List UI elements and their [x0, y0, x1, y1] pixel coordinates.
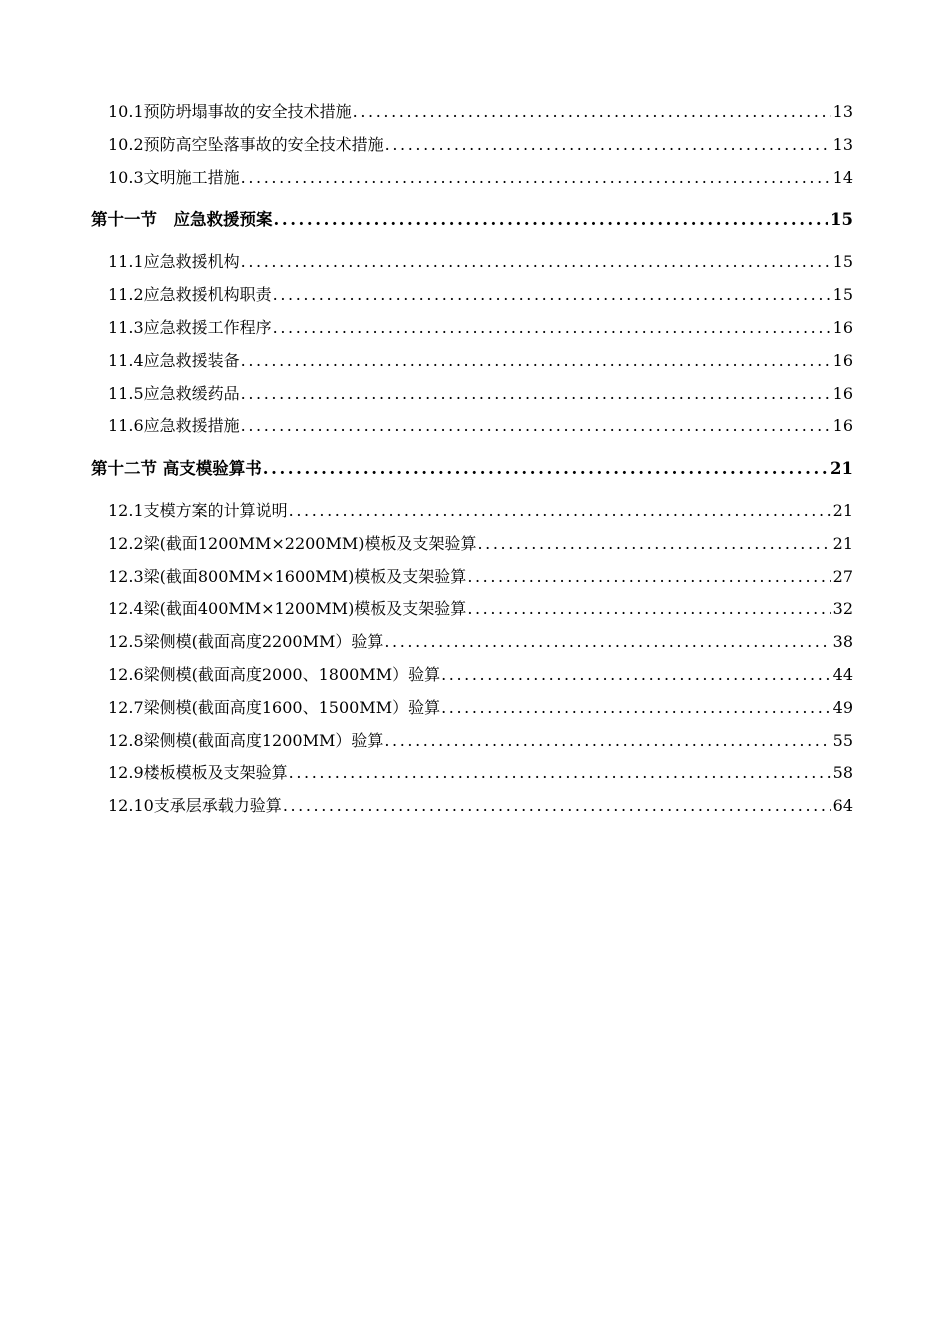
toc-entry-title: 12.5梁侧模(截面高度2200MM）验算	[108, 632, 384, 651]
toc-dot-leader	[263, 457, 828, 481]
toc-entry-page: 32	[832, 599, 853, 618]
toc-entry-page: 64	[832, 796, 853, 815]
toc-dot-leader	[441, 663, 831, 687]
toc-entry-12-7[interactable]	[108, 696, 853, 720]
toc-entry-11-1[interactable]	[108, 250, 853, 274]
toc-entry-title: 12.3梁(截面800MM×1600MM)模板及支架验算	[108, 567, 467, 586]
toc-entry-page: 55	[832, 731, 853, 750]
toc-entry-12-10[interactable]	[108, 794, 853, 818]
toc-entry-page: 21	[832, 534, 853, 553]
toc-entry-title: 10.2预防高空坠落事故的安全技术措施	[108, 135, 384, 154]
toc-entry-title: 11.5应急救缓药品	[108, 384, 240, 403]
toc-section-title: 第十一节 应急救援预案	[91, 210, 273, 229]
toc-entry-11-5[interactable]	[108, 382, 853, 406]
toc-dot-leader	[289, 761, 831, 785]
toc-dot-leader	[353, 100, 831, 124]
toc-entry-title: 12.4梁(截面400MM×1200MM)模板及支架验算	[108, 599, 467, 618]
toc-dot-leader	[273, 283, 831, 307]
toc-entry-title: 12.8梁侧模(截面高度1200MM）验算	[108, 731, 384, 750]
toc-entry-title: 12.1支模方案的计算说明	[108, 501, 288, 520]
toc-section-12[interactable]	[91, 457, 853, 481]
toc-entry-title: 12.7梁侧模(截面高度1600、1500MM）验算	[108, 698, 441, 717]
toc-entry-title: 11.6应急救援措施	[108, 416, 240, 435]
toc-entry-10-2[interactable]	[108, 133, 853, 157]
toc-dot-leader	[467, 565, 830, 589]
toc-dot-leader	[478, 532, 831, 556]
toc-entry-12-6[interactable]	[108, 663, 853, 687]
toc-dot-leader	[241, 414, 831, 438]
toc-entry-page: 58	[832, 763, 853, 782]
toc-dot-leader	[441, 696, 831, 720]
toc-entry-page: 16	[832, 416, 853, 435]
toc-entry-title: 12.2梁(截面1200MM×2200MM)模板及支架验算	[108, 534, 477, 553]
toc-entry-11-4[interactable]	[108, 349, 853, 373]
toc-entry-page: 16	[832, 318, 853, 337]
toc-entry-title: 12.6梁侧模(截面高度2000、1800MM）验算	[108, 665, 441, 684]
toc-dot-leader	[241, 382, 831, 406]
toc-entry-12-8[interactable]	[108, 729, 853, 753]
toc-entry-page: 27	[832, 567, 853, 586]
toc-dot-leader	[467, 597, 830, 621]
toc-dot-leader	[385, 133, 831, 157]
toc-dot-leader	[274, 208, 829, 232]
toc-entry-page: 15	[832, 252, 853, 271]
toc-dot-leader	[273, 316, 831, 340]
toc-entry-12-4[interactable]	[108, 597, 853, 621]
toc-entry-10-3[interactable]	[108, 166, 853, 190]
toc-entry-page: 21	[832, 501, 853, 520]
toc-dot-leader	[241, 166, 831, 190]
toc-entry-title: 12.10支承层承载力验算	[108, 796, 282, 815]
toc-entry-11-6[interactable]	[108, 414, 853, 438]
toc-entry-12-5[interactable]	[108, 630, 853, 654]
toc-entry-10-1[interactable]	[108, 100, 853, 124]
toc-entry-title: 11.4应急救援装备	[108, 351, 240, 370]
toc-entry-page: 49	[832, 698, 853, 717]
toc-entry-11-3[interactable]	[108, 316, 853, 340]
toc-entry-12-3[interactable]	[108, 565, 853, 589]
toc-entry-title: 10.3文明施工措施	[108, 168, 240, 187]
toc-entry-title: 10.1预防坍塌事故的安全技术措施	[108, 102, 352, 121]
toc-entry-page: 16	[832, 384, 853, 403]
toc-section-page: 21	[830, 459, 853, 478]
toc-dot-leader	[384, 630, 830, 654]
toc-entry-page: 15	[832, 285, 853, 304]
toc-entry-page: 38	[832, 632, 853, 651]
toc-entry-12-9[interactable]	[108, 761, 853, 785]
toc-entry-page: 14	[832, 168, 853, 187]
toc-entry-12-2[interactable]	[108, 532, 853, 556]
toc-entry-page: 16	[832, 351, 853, 370]
toc-entry-title: 12.9楼板模板及支架验算	[108, 763, 288, 782]
toc-dot-leader	[384, 729, 830, 753]
toc-section-page: 15	[830, 210, 853, 229]
toc-entry-page: 13	[832, 102, 853, 121]
toc-section-title: 第十二节 高支模验算书	[91, 459, 262, 478]
toc-entry-page: 44	[832, 665, 853, 684]
toc-entry-title: 11.3应急救援工作程序	[108, 318, 272, 337]
toc-entry-title: 11.1应急救援机构	[108, 252, 240, 271]
toc-entry-title: 11.2应急救援机构职责	[108, 285, 272, 304]
toc-entry-12-1[interactable]	[108, 499, 853, 523]
toc-section-11[interactable]	[91, 208, 853, 232]
toc-entry-11-2[interactable]	[108, 283, 853, 307]
toc-dot-leader	[289, 499, 831, 523]
toc-dot-leader	[241, 349, 831, 373]
toc-dot-leader	[283, 794, 831, 818]
toc-entry-page: 13	[832, 135, 853, 154]
toc-dot-leader	[241, 250, 831, 274]
